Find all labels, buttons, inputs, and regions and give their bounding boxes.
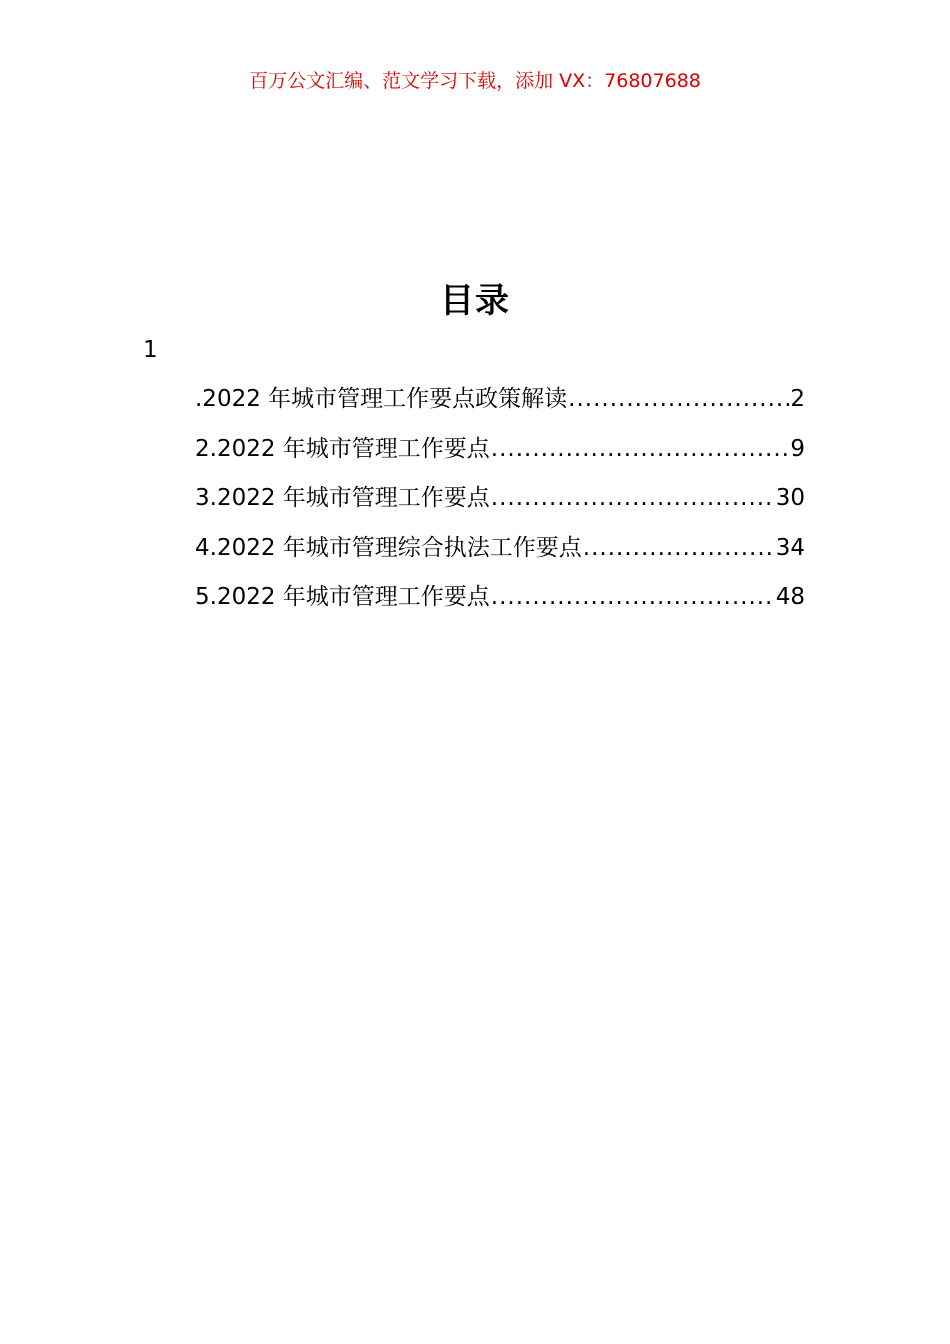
toc-entry-page: 9 <box>790 435 805 462</box>
toc-entry-page: 34 <box>775 534 805 561</box>
toc-entry-title: .2022 年城市管理工作要点政策解读 <box>195 386 568 412</box>
page-title: 目录 <box>440 281 510 321</box>
toc-entry[interactable] <box>195 382 805 432</box>
toc-entry-page: 2 <box>790 386 805 412</box>
toc-lead-number: 1 <box>143 337 158 363</box>
toc-entry[interactable] <box>195 580 805 630</box>
toc-entry[interactable] <box>195 432 805 482</box>
toc-entry-title: 2.2022 年城市管理工作要点 <box>195 435 490 462</box>
toc-entry-page: 48 <box>775 584 805 610</box>
toc-dot-leader <box>583 531 775 565</box>
toc-dot-leader <box>491 481 775 515</box>
toc-dot-leader <box>491 432 790 466</box>
toc-entry[interactable] <box>195 481 805 531</box>
table-of-contents <box>195 382 805 630</box>
toc-entry[interactable] <box>195 531 805 581</box>
toc-entry-title: 5.2022 年城市管理工作要点 <box>195 584 490 610</box>
toc-entry-page: 30 <box>775 485 805 511</box>
toc-dot-leader <box>568 382 789 416</box>
toc-dot-leader <box>491 580 775 614</box>
toc-entry-title: 3.2022 年城市管理工作要点 <box>195 485 490 511</box>
header-banner: 百万公文汇编、范文学习下载，添加 VX：76807688 <box>249 70 701 92</box>
toc-entry-title: 4.2022 年城市管理综合执法工作要点 <box>195 534 582 561</box>
